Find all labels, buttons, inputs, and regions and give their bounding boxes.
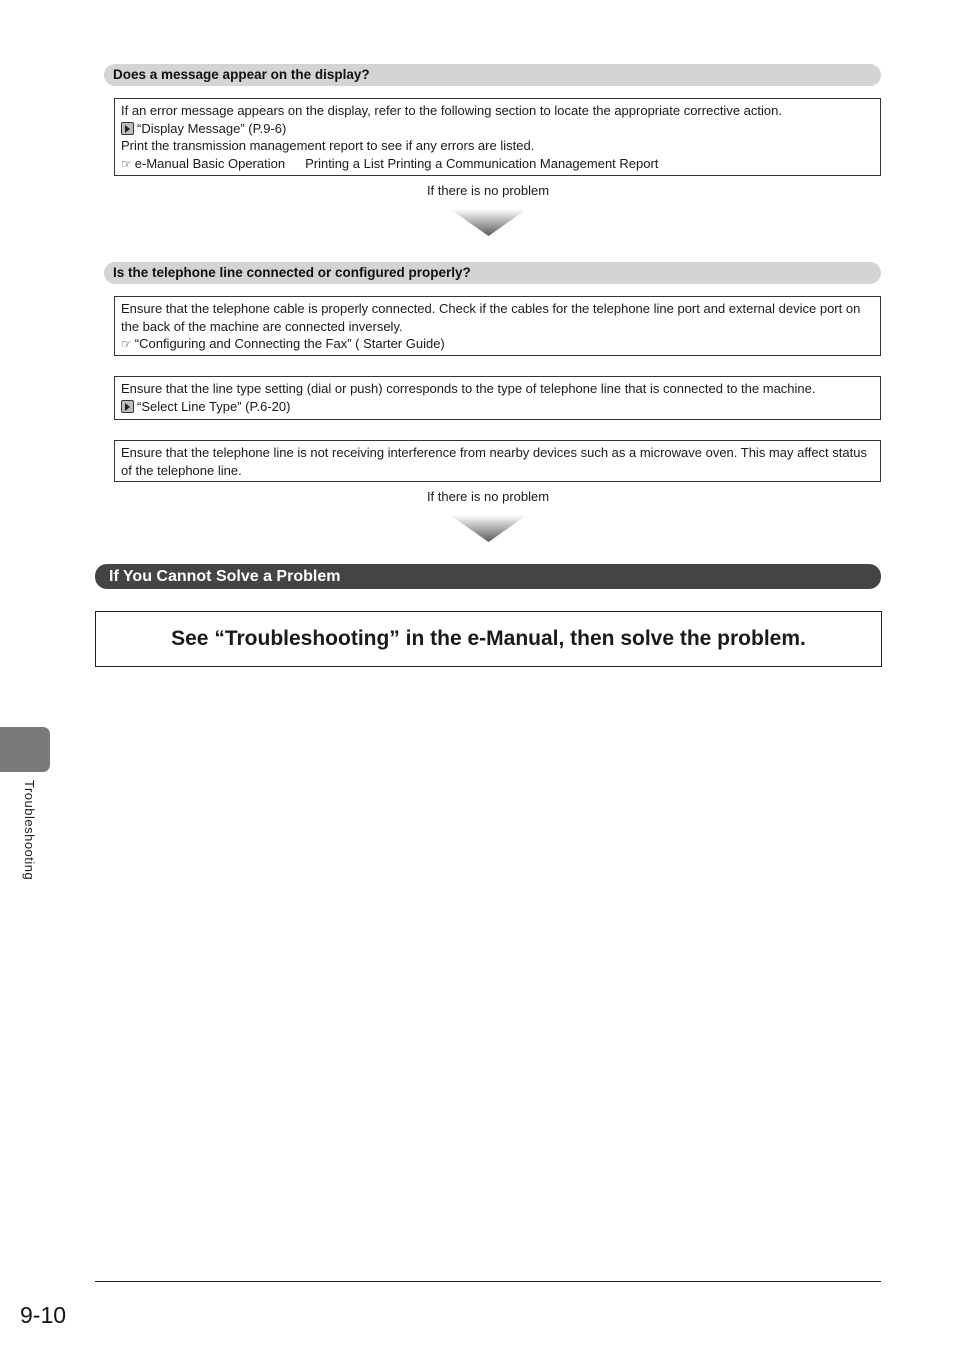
flow-label: If there is no problem (426, 489, 550, 504)
answer-box-cable (114, 296, 881, 356)
down-arrow-icon (450, 515, 527, 542)
chapter-label: Troubleshooting (22, 780, 37, 881)
answer-text: Ensure that the telephone line is not receiving interference from nearby devices such as a microwave oven. This may affect status of the telephone line. (121, 445, 867, 478)
question-heading-telephone-line: Is the telephone line connected or configured properly? (104, 262, 881, 284)
manual-reference: ☞ e-Manual Basic Operation Printing a List Printing a Communication Management Report (121, 155, 659, 171)
answer-box-interference (114, 440, 881, 482)
pointing-hand-icon: ☞ (121, 156, 132, 171)
answer-text: Ensure that the line type setting (dial or push) corresponds to the type of telephone line that is connected to the machine. (121, 381, 816, 396)
reference-link-display-message[interactable]: “Display Message” (P.9-6) (121, 120, 874, 138)
answer-box-display-message (114, 98, 881, 176)
reference-arrow-icon (121, 122, 134, 135)
answer-text: If an error message appears on the display, refer to the following section to locate the appropriate corrective action. (121, 103, 782, 118)
manual-reference: ☞ “Configuring and Connecting the Fax” ( Starter Guide) (121, 336, 445, 351)
reference-arrow-icon (121, 400, 134, 413)
answer-box-line-type (114, 376, 881, 420)
chapter-tab (0, 727, 50, 772)
answer-text: Ensure that the telephone cable is properly connected. Check if the cables for the telephone line port and external device port on the back of the machine are connected inversely. (121, 301, 861, 334)
reference-link-select-line-type[interactable]: “Select Line Type” (P.6-20) (121, 398, 874, 416)
flow-label: If there is no problem (426, 183, 550, 198)
pointing-hand-icon: ☞ (121, 337, 132, 351)
troubleshooting-callout: See “Troubleshooting” in the e-Manual, then solve the problem. (95, 611, 882, 667)
page-number: 9-10 (20, 1302, 67, 1328)
section-heading: If You Cannot Solve a Problem (95, 564, 881, 589)
down-arrow-icon (450, 209, 527, 236)
footer-divider (95, 1281, 881, 1282)
answer-text: Print the transmission management report to see if any errors are listed. (121, 138, 535, 153)
question-heading-display-message: Does a message appear on the display? (104, 64, 881, 86)
